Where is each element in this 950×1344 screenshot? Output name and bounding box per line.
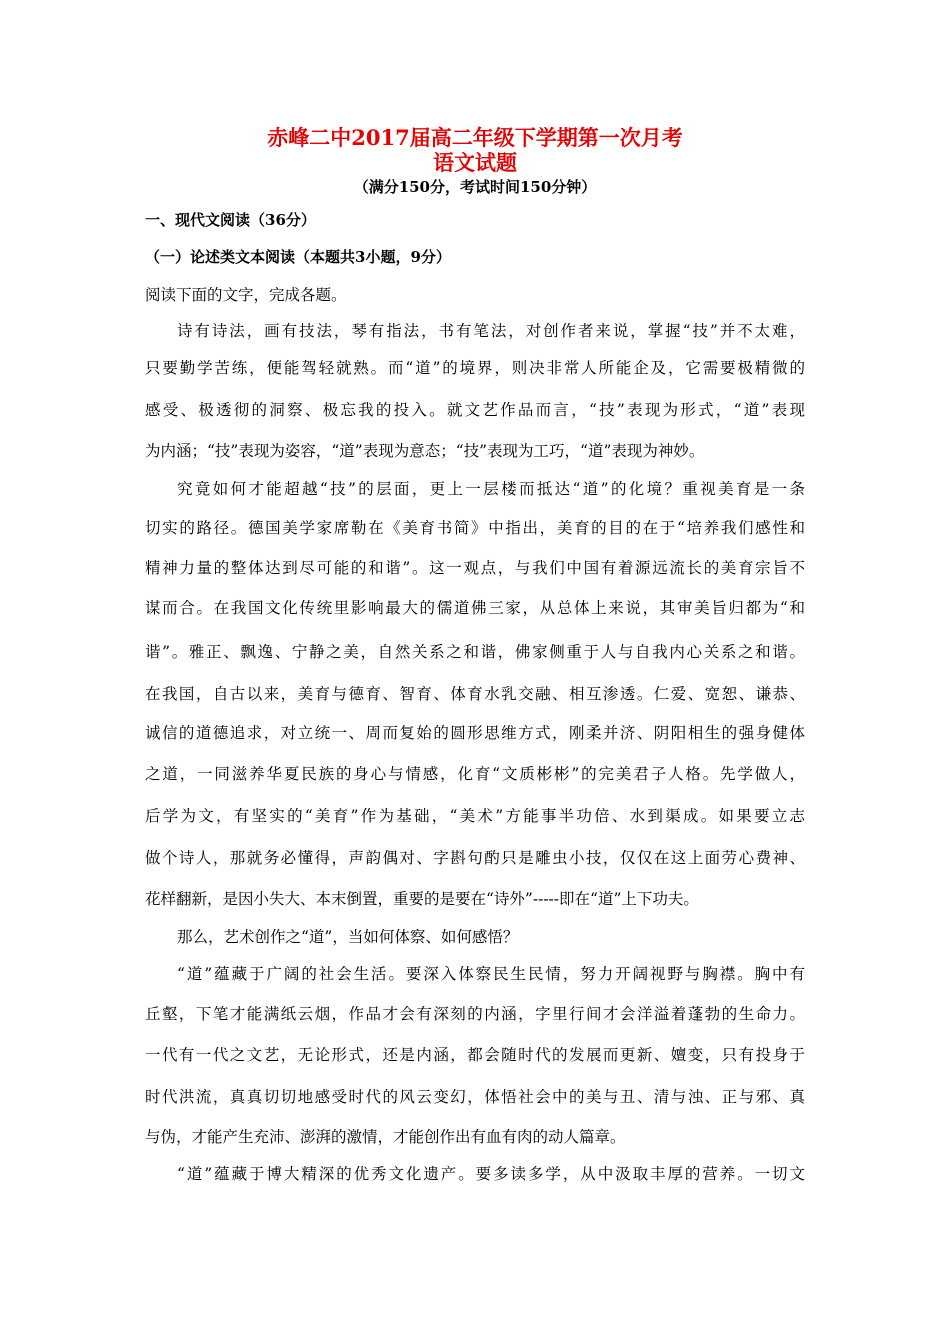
passage-line: 时代洪流，真真切切地感受时代的风云变幻，体悟社会中的美与丑、清与浊、正与邪、真 xyxy=(145,1088,805,1106)
passage-line: 丘壑，下笔才能满纸云烟，作品才会有深刻的内涵，字里行间才会洋溢着蓬勃的生命力。 xyxy=(145,1005,805,1023)
passage-line: 谐”。雅正、飘逸、宁静之美，自然关系之和谐，佛家侧重于人与自我内心关系之和谐。 xyxy=(145,643,805,661)
section-heading: 一、现代文阅读（36分） xyxy=(145,211,316,229)
passage-line: 为内涵；“技”表现为姿容，“道”表现为意态；“技”表现为工巧，“道”表现为神妙。 xyxy=(145,442,705,460)
passage-line: 诗有诗法，画有技法，琴有指法，书有笔法，对创作者来说，掌握“技”并不太难， xyxy=(177,322,805,340)
passage-line: 诚信的道德追求，对立统一、周而复始的圆形思维方式，刚柔并济、阴阳相生的强身健体 xyxy=(145,724,805,742)
sub-section-heading: （一）论述类文本阅读（本题共3小题，9分） xyxy=(145,248,451,266)
passage-line: “道”蕴藏于广阔的社会生活。要深入体察民生民情，努力开阔视野与胸襟。胸中有 xyxy=(177,965,805,983)
passage-line: 之道，一同滋养华夏民族的身心与情感，化育“文质彬彬”的完美君子人格。先学做人， xyxy=(145,765,805,783)
exam-title: 赤峰二中2017届高二年级下学期第一次月考 xyxy=(267,125,683,150)
passage-line: 后学为文，有坚实的“美育”作为基础，“美术”方能事半功倍、水到渠成。如果要立志 xyxy=(145,807,805,825)
passage-line: 一代有一代之文艺，无论形式，还是内涵，都会随时代的发展而更新、嬗变，只有投身于 xyxy=(145,1046,805,1064)
passage-line: 感受、极透彻的洞察、极忘我的投入。就文艺作品而言，“技”表现为形式，“道”表现 xyxy=(145,401,805,419)
passage-line: 谋而合。在我国文化传统里影响最大的儒道佛三家，从总体上来说，其审美旨归都为“和 xyxy=(145,599,805,617)
passage-line: 精神力量的整体达到尽可能的和谐”。这一观点，与我们中国有着源远流长的美育宗旨不 xyxy=(145,559,805,577)
exam-info: （满分150分，考试时间150分钟） xyxy=(353,178,597,196)
passage-line: 切实的路径。德国美学家席勒在《美育书简》中指出，美育的目的在于“培养我们感性和 xyxy=(145,519,805,537)
passage-line: 究竟如何才能超越“技”的层面，更上一层楼而抵达“道”的化境？重视美育是一条 xyxy=(177,480,805,498)
passage-line: 花样翻新，是因小失大、本末倒置，重要的是要在“诗外”-----即在“道”上下功夫。 xyxy=(145,890,699,908)
passage-line: 只要勤学苦练，便能驾轻就熟。而“道”的境界，则决非常人所能企及，它需要极精微的 xyxy=(145,359,805,377)
subject-title: 语文试题 xyxy=(433,150,517,175)
passage-line: 与伪，才能产生充沛、澎湃的激情，才能创作出有血有肉的动人篇章。 xyxy=(145,1128,626,1146)
passage-line: 在我国，自古以来，美育与德育、智育、体育水乳交融、相互渗透。仁爱、宽恕、谦恭、 xyxy=(145,685,805,703)
passage-line: “道”蕴藏于博大精深的优秀文化遗产。要多读多学，从中汲取丰厚的营养。一切文 xyxy=(177,1165,805,1183)
reading-instruction: 阅读下面的文字，完成各题。 xyxy=(145,286,347,304)
passage-line: 做个诗人，那就务必懂得，声韵偶对、字斟句酌只是雕虫小技，仅仅在这上面劳心费神、 xyxy=(145,849,805,867)
passage-line: 那么，艺术创作之“道”，当如何体察、如何感悟？ xyxy=(177,928,519,946)
